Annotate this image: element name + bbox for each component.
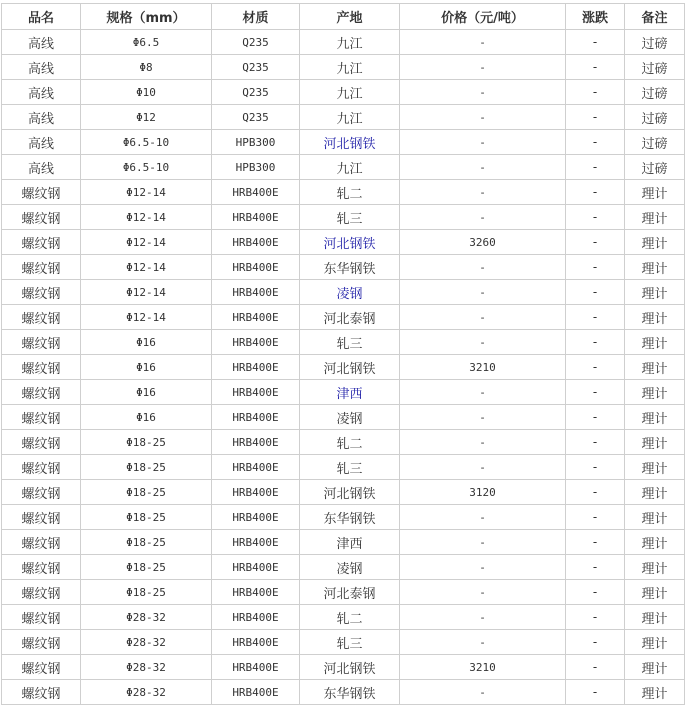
cell-spec: Φ16 xyxy=(81,405,212,430)
cell-origin[interactable]: 凌钢 xyxy=(300,280,400,305)
cell-material: HRB400E xyxy=(212,455,300,480)
cell-product-name: 高线 xyxy=(2,130,81,155)
table-row xyxy=(2,530,685,555)
cell-origin: 九江 xyxy=(300,155,400,180)
cell-spec: Φ12 xyxy=(81,105,212,130)
cell-material: Q235 xyxy=(212,80,300,105)
cell-price: 3210 xyxy=(400,655,566,680)
cell-material: HPB300 xyxy=(212,130,300,155)
cell-price: - xyxy=(400,55,566,80)
cell-spec: Φ16 xyxy=(81,330,212,355)
cell-product-name: 螺纹钢 xyxy=(2,455,81,480)
cell-material: HRB400E xyxy=(212,680,300,705)
cell-price: - xyxy=(400,105,566,130)
cell-note: 过磅 xyxy=(625,80,685,105)
cell-spec: Φ6.5-10 xyxy=(81,130,212,155)
cell-note: 理计 xyxy=(625,230,685,255)
cell-change: - xyxy=(566,630,625,655)
cell-product-name: 螺纹钢 xyxy=(2,555,81,580)
cell-note: 理计 xyxy=(625,580,685,605)
cell-product-name: 螺纹钢 xyxy=(2,530,81,555)
cell-product-name: 螺纹钢 xyxy=(2,580,81,605)
cell-origin: 河北钢铁 xyxy=(300,355,400,380)
cell-price: - xyxy=(400,155,566,180)
cell-product-name: 高线 xyxy=(2,30,81,55)
cell-spec: Φ28-32 xyxy=(81,630,212,655)
cell-price: - xyxy=(400,530,566,555)
cell-change: - xyxy=(566,430,625,455)
cell-spec: Φ18-25 xyxy=(81,430,212,455)
cell-price: 3260 xyxy=(400,230,566,255)
cell-origin[interactable]: 河北钢铁 xyxy=(300,230,400,255)
cell-origin: 凌钢 xyxy=(300,555,400,580)
cell-product-name: 高线 xyxy=(2,55,81,80)
cell-origin: 东华钢铁 xyxy=(300,680,400,705)
table-row xyxy=(2,230,685,255)
cell-origin: 轧三 xyxy=(300,330,400,355)
cell-product-name: 螺纹钢 xyxy=(2,280,81,305)
cell-change: - xyxy=(566,380,625,405)
cell-spec: Φ16 xyxy=(81,380,212,405)
cell-spec: Φ28-32 xyxy=(81,605,212,630)
cell-price: - xyxy=(400,180,566,205)
header-row xyxy=(2,4,685,30)
cell-spec: Φ18-25 xyxy=(81,555,212,580)
table-row xyxy=(2,330,685,355)
cell-spec: Φ12-14 xyxy=(81,180,212,205)
cell-spec: Φ12-14 xyxy=(81,280,212,305)
cell-price: - xyxy=(400,280,566,305)
table-row xyxy=(2,605,685,630)
cell-note: 过磅 xyxy=(625,155,685,180)
cell-material: HPB300 xyxy=(212,155,300,180)
cell-price: 3120 xyxy=(400,480,566,505)
cell-origin: 轧三 xyxy=(300,205,400,230)
table-row xyxy=(2,130,685,155)
cell-origin: 河北钢铁 xyxy=(300,655,400,680)
cell-origin[interactable]: 津西 xyxy=(300,380,400,405)
cell-product-name: 螺纹钢 xyxy=(2,230,81,255)
table-row xyxy=(2,105,685,130)
cell-note: 理计 xyxy=(625,305,685,330)
cell-product-name: 螺纹钢 xyxy=(2,405,81,430)
cell-product-name: 螺纹钢 xyxy=(2,330,81,355)
table-row xyxy=(2,180,685,205)
table-row xyxy=(2,380,685,405)
header-note: 备注 xyxy=(625,4,685,30)
cell-note: 理计 xyxy=(625,180,685,205)
cell-change: - xyxy=(566,480,625,505)
cell-spec: Φ12-14 xyxy=(81,205,212,230)
cell-change: - xyxy=(566,155,625,180)
cell-origin: 凌钢 xyxy=(300,405,400,430)
cell-change: - xyxy=(566,455,625,480)
cell-note: 理计 xyxy=(625,280,685,305)
table-row xyxy=(2,355,685,380)
cell-change: - xyxy=(566,530,625,555)
cell-material: HRB400E xyxy=(212,405,300,430)
cell-price: - xyxy=(400,505,566,530)
cell-spec: Φ28-32 xyxy=(81,655,212,680)
table-row xyxy=(2,80,685,105)
table-row xyxy=(2,455,685,480)
cell-change: - xyxy=(566,330,625,355)
cell-note: 理计 xyxy=(625,655,685,680)
cell-spec: Φ12-14 xyxy=(81,255,212,280)
cell-change: - xyxy=(566,555,625,580)
cell-price: 3210 xyxy=(400,355,566,380)
cell-change: - xyxy=(566,230,625,255)
table-row xyxy=(2,30,685,55)
cell-material: HRB400E xyxy=(212,505,300,530)
cell-change: - xyxy=(566,405,625,430)
cell-material: HRB400E xyxy=(212,255,300,280)
cell-origin: 河北泰钢 xyxy=(300,580,400,605)
cell-material: HRB400E xyxy=(212,605,300,630)
header-origin: 产地 xyxy=(300,4,400,30)
cell-origin: 轧二 xyxy=(300,430,400,455)
table-row xyxy=(2,55,685,80)
cell-price: - xyxy=(400,80,566,105)
cell-note: 理计 xyxy=(625,680,685,705)
cell-product-name: 螺纹钢 xyxy=(2,480,81,505)
cell-product-name: 螺纹钢 xyxy=(2,655,81,680)
table-row xyxy=(2,505,685,530)
cell-product-name: 螺纹钢 xyxy=(2,630,81,655)
cell-origin: 东华钢铁 xyxy=(300,255,400,280)
cell-price: - xyxy=(400,430,566,455)
cell-product-name: 高线 xyxy=(2,80,81,105)
cell-origin: 九江 xyxy=(300,30,400,55)
cell-material: HRB400E xyxy=(212,280,300,305)
cell-price: - xyxy=(400,680,566,705)
cell-note: 理计 xyxy=(625,605,685,630)
cell-note: 理计 xyxy=(625,555,685,580)
cell-material: HRB400E xyxy=(212,230,300,255)
cell-note: 过磅 xyxy=(625,55,685,80)
cell-note: 理计 xyxy=(625,255,685,280)
cell-spec: Φ10 xyxy=(81,80,212,105)
cell-product-name: 高线 xyxy=(2,155,81,180)
table-row xyxy=(2,655,685,680)
cell-note: 理计 xyxy=(625,405,685,430)
cell-change: - xyxy=(566,255,625,280)
cell-note: 理计 xyxy=(625,480,685,505)
cell-note: 理计 xyxy=(625,630,685,655)
cell-spec: Φ18-25 xyxy=(81,580,212,605)
cell-material: HRB400E xyxy=(212,430,300,455)
cell-note: 理计 xyxy=(625,380,685,405)
cell-material: HRB400E xyxy=(212,180,300,205)
cell-price: - xyxy=(400,305,566,330)
cell-origin: 九江 xyxy=(300,105,400,130)
cell-material: HRB400E xyxy=(212,630,300,655)
cell-origin: 东华钢铁 xyxy=(300,505,400,530)
cell-price: - xyxy=(400,255,566,280)
cell-note: 理计 xyxy=(625,330,685,355)
cell-product-name: 螺纹钢 xyxy=(2,605,81,630)
cell-product-name: 螺纹钢 xyxy=(2,355,81,380)
table-row xyxy=(2,480,685,505)
cell-product-name: 螺纹钢 xyxy=(2,380,81,405)
cell-change: - xyxy=(566,280,625,305)
cell-change: - xyxy=(566,580,625,605)
cell-material: Q235 xyxy=(212,30,300,55)
cell-spec: Φ16 xyxy=(81,355,212,380)
cell-change: - xyxy=(566,130,625,155)
table-row xyxy=(2,630,685,655)
cell-note: 理计 xyxy=(625,430,685,455)
cell-price: - xyxy=(400,30,566,55)
cell-spec: Φ18-25 xyxy=(81,505,212,530)
cell-note: 理计 xyxy=(625,530,685,555)
cell-change: - xyxy=(566,30,625,55)
cell-product-name: 螺纹钢 xyxy=(2,255,81,280)
cell-origin: 轧二 xyxy=(300,605,400,630)
cell-spec: Φ12-14 xyxy=(81,305,212,330)
header-change: 涨跌 xyxy=(566,4,625,30)
cell-material: Q235 xyxy=(212,105,300,130)
cell-spec: Φ6.5 xyxy=(81,30,212,55)
cell-spec: Φ6.5-10 xyxy=(81,155,212,180)
cell-spec: Φ18-25 xyxy=(81,455,212,480)
table-body xyxy=(2,30,685,705)
cell-material: HRB400E xyxy=(212,655,300,680)
table-row xyxy=(2,405,685,430)
cell-origin: 轧三 xyxy=(300,455,400,480)
cell-product-name: 螺纹钢 xyxy=(2,430,81,455)
cell-spec: Φ18-25 xyxy=(81,530,212,555)
cell-material: HRB400E xyxy=(212,205,300,230)
cell-price: - xyxy=(400,555,566,580)
cell-material: Q235 xyxy=(212,55,300,80)
header-product-name: 品名 xyxy=(2,4,81,30)
cell-price: - xyxy=(400,630,566,655)
cell-change: - xyxy=(566,180,625,205)
table-row xyxy=(2,255,685,280)
table-row xyxy=(2,580,685,605)
cell-product-name: 螺纹钢 xyxy=(2,305,81,330)
cell-change: - xyxy=(566,205,625,230)
steel-price-table xyxy=(1,3,685,705)
header-spec: 规格（mm） xyxy=(81,4,212,30)
cell-origin[interactable]: 河北钢铁 xyxy=(300,130,400,155)
cell-material: HRB400E xyxy=(212,480,300,505)
cell-change: - xyxy=(566,605,625,630)
cell-change: - xyxy=(566,355,625,380)
table-row xyxy=(2,155,685,180)
cell-note: 理计 xyxy=(625,205,685,230)
cell-change: - xyxy=(566,55,625,80)
header-material: 材质 xyxy=(212,4,300,30)
cell-change: - xyxy=(566,305,625,330)
cell-change: - xyxy=(566,80,625,105)
cell-product-name: 螺纹钢 xyxy=(2,680,81,705)
cell-change: - xyxy=(566,655,625,680)
cell-material: HRB400E xyxy=(212,580,300,605)
cell-material: HRB400E xyxy=(212,555,300,580)
cell-origin: 九江 xyxy=(300,55,400,80)
cell-spec: Φ12-14 xyxy=(81,230,212,255)
cell-note: 理计 xyxy=(625,455,685,480)
cell-origin: 津西 xyxy=(300,530,400,555)
cell-material: HRB400E xyxy=(212,355,300,380)
cell-material: HRB400E xyxy=(212,330,300,355)
cell-origin: 河北钢铁 xyxy=(300,480,400,505)
cell-price: - xyxy=(400,205,566,230)
cell-note: 过磅 xyxy=(625,30,685,55)
table-row xyxy=(2,430,685,455)
cell-note: 过磅 xyxy=(625,130,685,155)
table-row xyxy=(2,680,685,705)
cell-material: HRB400E xyxy=(212,380,300,405)
table-row xyxy=(2,305,685,330)
cell-origin: 轧三 xyxy=(300,630,400,655)
cell-price: - xyxy=(400,380,566,405)
cell-note: 理计 xyxy=(625,505,685,530)
cell-price: - xyxy=(400,130,566,155)
cell-change: - xyxy=(566,505,625,530)
cell-change: - xyxy=(566,680,625,705)
table-row xyxy=(2,555,685,580)
cell-origin: 轧二 xyxy=(300,180,400,205)
cell-price: - xyxy=(400,405,566,430)
cell-price: - xyxy=(400,605,566,630)
cell-note: 理计 xyxy=(625,355,685,380)
cell-change: - xyxy=(566,105,625,130)
cell-price: - xyxy=(400,455,566,480)
cell-spec: Φ8 xyxy=(81,55,212,80)
cell-price: - xyxy=(400,330,566,355)
header-price: 价格（元/吨） xyxy=(400,4,566,30)
cell-origin: 九江 xyxy=(300,80,400,105)
table-row xyxy=(2,280,685,305)
cell-note: 过磅 xyxy=(625,105,685,130)
cell-product-name: 螺纹钢 xyxy=(2,180,81,205)
cell-price: - xyxy=(400,580,566,605)
cell-product-name: 螺纹钢 xyxy=(2,505,81,530)
cell-spec: Φ28-32 xyxy=(81,680,212,705)
cell-material: HRB400E xyxy=(212,305,300,330)
cell-product-name: 高线 xyxy=(2,105,81,130)
cell-spec: Φ18-25 xyxy=(81,480,212,505)
cell-product-name: 螺纹钢 xyxy=(2,205,81,230)
table-row xyxy=(2,205,685,230)
cell-origin: 河北泰钢 xyxy=(300,305,400,330)
cell-material: HRB400E xyxy=(212,530,300,555)
